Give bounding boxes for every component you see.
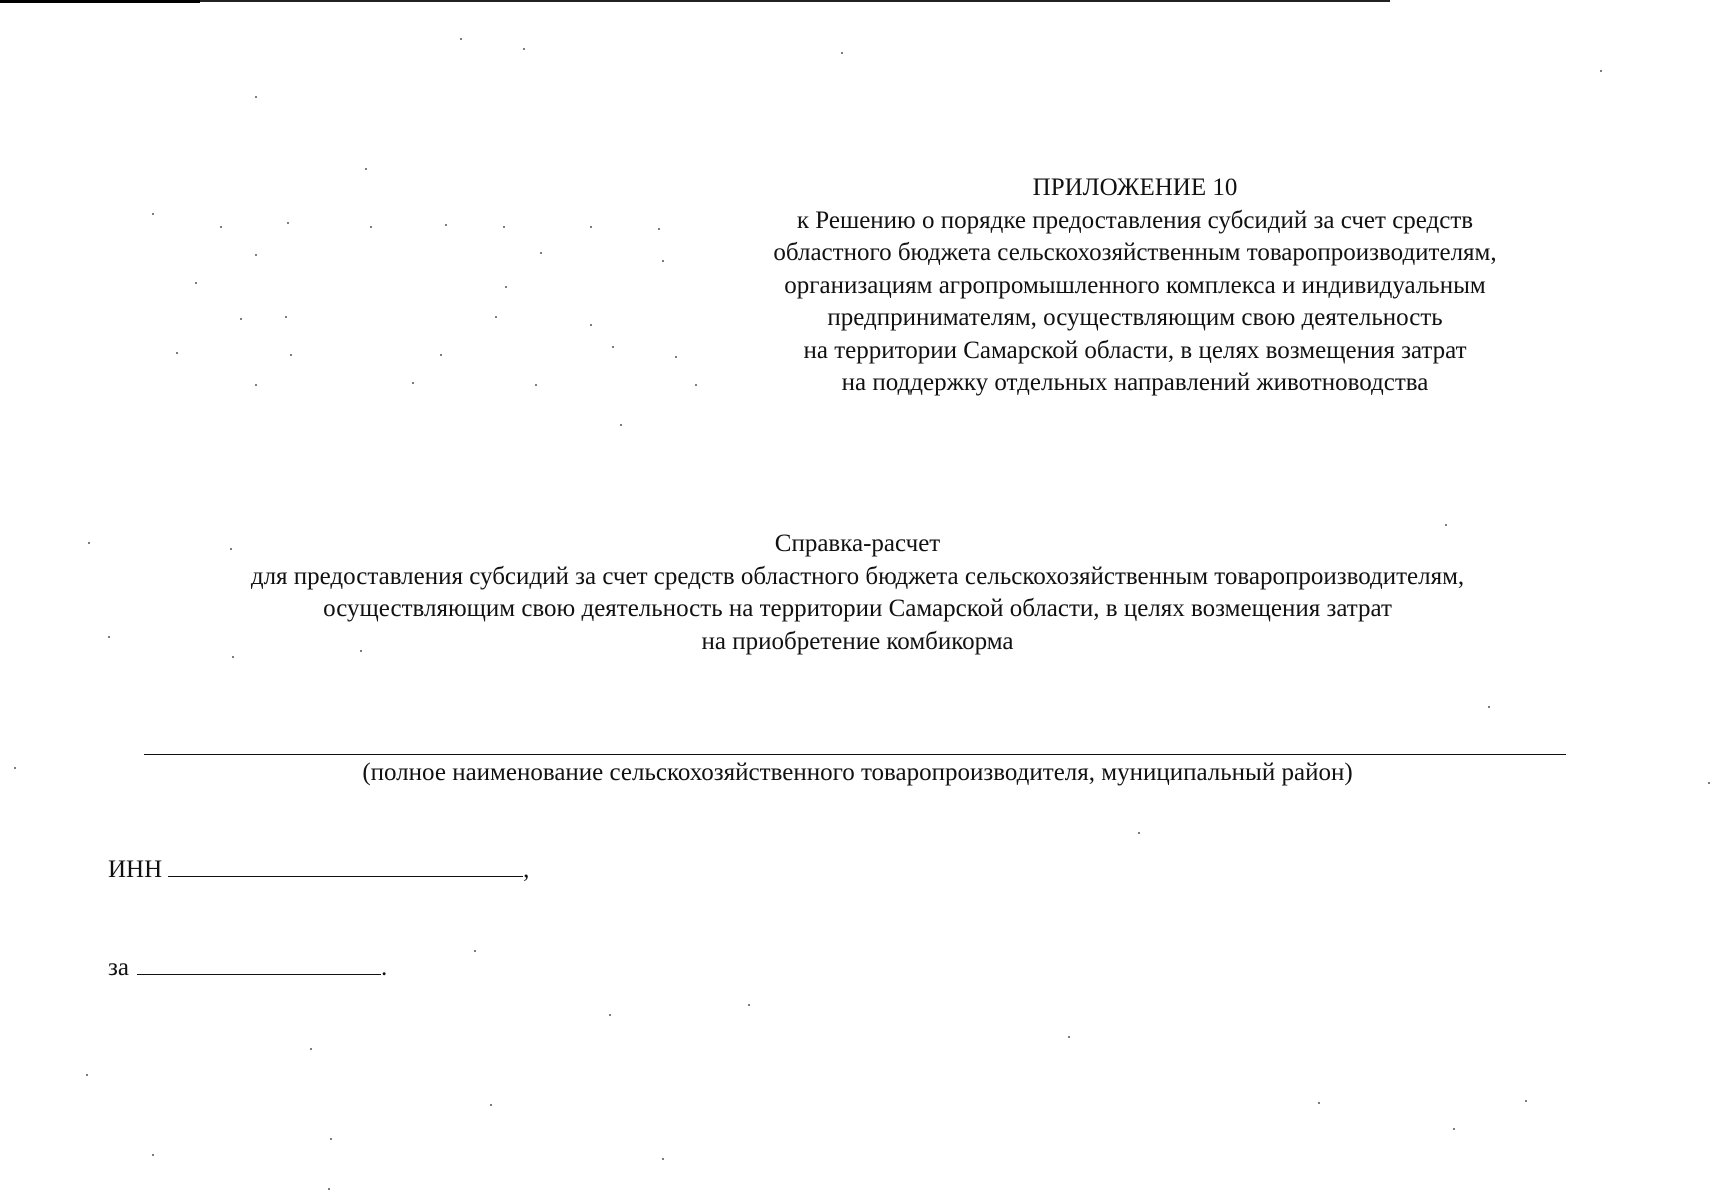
appendix-line: областного бюджета сельскохозяйственным товаропроизводителям, <box>773 239 1497 266</box>
scan-speck <box>285 316 287 318</box>
appendix-line: организациям агропромышленного комплекса и индивидуальным <box>784 271 1486 299</box>
certificate-line: осуществляющим свою деятельность на территории Самарской области, в целях возмещения затрат <box>323 595 1392 622</box>
scan-speck <box>287 222 289 224</box>
scan-speck <box>176 352 178 354</box>
scan-speck <box>748 1004 750 1006</box>
appendix-line: предпринимателям, осуществляющим свою деятельность <box>827 304 1443 331</box>
period-input-line[interactable] <box>137 952 381 975</box>
inn-field-row <box>108 854 529 886</box>
scan-speck <box>612 346 614 348</box>
scan-speck <box>590 226 592 228</box>
scan-speck <box>1445 524 1447 526</box>
scan-speck <box>152 213 154 215</box>
scan-speck <box>86 1074 88 1076</box>
scan-speck <box>695 384 697 386</box>
scan-speck <box>310 1048 312 1050</box>
scan-speck <box>152 1154 154 1156</box>
period-label: за <box>108 954 129 981</box>
scan-speck <box>1068 1036 1070 1038</box>
scan-speck <box>609 1014 611 1016</box>
scan-speck <box>1525 1100 1527 1102</box>
scan-speck <box>360 650 362 652</box>
scan-speck <box>523 48 525 50</box>
scan-speck <box>620 424 622 426</box>
scan-speck <box>255 254 257 256</box>
certificate-title: Справка-расчет <box>774 530 941 557</box>
scan-speck <box>412 382 414 384</box>
scan-speck <box>195 282 197 284</box>
scan-speck <box>330 1138 332 1140</box>
scan-speck <box>1708 782 1710 784</box>
scan-speck <box>535 384 537 386</box>
scan-speck <box>841 52 843 54</box>
scan-speck <box>290 354 292 356</box>
period-suffix: . <box>380 954 388 981</box>
scan-speck <box>232 656 234 658</box>
appendix-line: на территории Самарской области, в целях возмещения затрат <box>803 336 1467 364</box>
certificate-heading <box>100 528 1615 658</box>
scan-speck <box>88 542 90 544</box>
scan-speck <box>230 548 232 550</box>
scan-speck <box>675 356 677 358</box>
scan-speck <box>495 316 497 318</box>
scan-speck <box>255 384 257 386</box>
inn-suffix: , <box>523 856 530 883</box>
certificate-line: для предоставления субсидий за счет средств областного бюджета сельскохозяйственным товаропроизводителям, <box>250 562 1465 590</box>
scan-speck <box>490 1104 492 1106</box>
scan-speck <box>328 1188 330 1190</box>
scan-speck <box>220 226 222 228</box>
scan-speck <box>440 354 442 356</box>
scan-speck <box>1138 832 1140 834</box>
appendix-block <box>720 172 1550 400</box>
scan-border-line <box>0 0 1390 2</box>
scan-speck <box>590 324 592 326</box>
fullname-caption: (полное наименование сельскохозяйственного товаропроизводителя, муниципальный район) <box>362 759 1353 786</box>
fullname-input-line[interactable] <box>144 754 1566 755</box>
scan-speck <box>505 286 507 288</box>
scan-speck <box>240 318 242 320</box>
appendix-title: ПРИЛОЖЕНИЕ 10 <box>1032 174 1238 201</box>
scan-speck <box>108 636 110 638</box>
certificate-line: на приобретение комбикорма <box>701 627 1014 655</box>
scan-speck <box>365 168 367 170</box>
scan-border-line-thick <box>0 0 200 3</box>
period-field-row <box>108 952 387 984</box>
scan-speck <box>14 767 16 769</box>
scan-speck <box>370 226 372 228</box>
scan-speck <box>445 224 447 226</box>
scan-speck <box>662 260 664 262</box>
scan-speck <box>1600 70 1602 72</box>
scan-speck <box>1453 1128 1455 1130</box>
scan-speck <box>1318 1102 1320 1104</box>
scan-speck <box>474 950 476 952</box>
appendix-line: на поддержку отдельных направлений животноводства <box>841 369 1429 396</box>
scan-speck <box>503 226 505 228</box>
scan-speck <box>662 1158 664 1160</box>
inn-input-line[interactable] <box>168 854 523 877</box>
scan-speck <box>255 96 257 98</box>
appendix-line: к Решению о порядке предоставления субсидий за счет средств <box>796 206 1474 234</box>
scan-speck <box>540 252 542 254</box>
scan-speck <box>1488 706 1490 708</box>
scan-speck <box>658 228 660 230</box>
inn-label: ИНН <box>108 856 163 883</box>
scan-speck <box>460 38 462 40</box>
